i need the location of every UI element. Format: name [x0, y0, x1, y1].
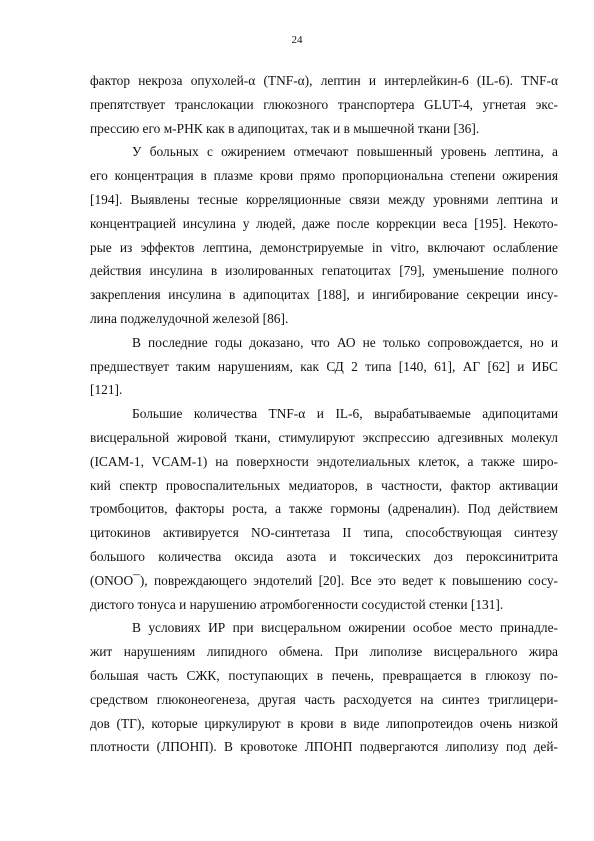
text-line: действия инсулина в изолированных гепатоцитах [79], уменьшение полного — [90, 263, 558, 279]
text-line: концентрацией инсулина у людей, даже после коррекции веса [195]. Некото- — [90, 215, 558, 231]
text-line: дов (ТГ), которые циркулируют в крови в виде липопротеидов очень низкой — [90, 715, 558, 731]
text-line: жит нарушениям липидного обмена. При липолизе висцерального жира — [90, 644, 558, 660]
text-line: тромбоцитов, факторы роста, а также гормоны (адреналин). Под действием — [90, 501, 558, 517]
text-line: препятствует транслокации глюкозного транспортера GLUT-4, угнетая экс- — [90, 96, 558, 112]
text-line: большого количества оксида азота и токсических доз пероксинитрита — [90, 548, 558, 564]
text-line: дистого тонуса и нарушению атромбогенности сосудистой стенки [131]. — [90, 596, 504, 612]
text-line: (ONOO¯), повреждающего эндотелий [20]. Все это ведет к повышению сосу- — [90, 572, 558, 588]
text-line: цитокинов активируется NO-синтетаза II типа, способствующая синтезу — [90, 525, 558, 541]
body-text — [90, 69, 558, 759]
text-line: лина поджелудочной железой [86]. — [90, 310, 289, 326]
text-line: средством глюконеогенеза, другая часть расходуется на синтез триглицери- — [90, 691, 558, 707]
text-line: В последние годы доказано, что АО не только сопровождается, но и — [132, 334, 558, 350]
text-line: [194]. Выявлены тесные корреляционные связи между уровнями лептина и — [90, 191, 558, 207]
text-line: В условиях ИР при висцеральном ожирении особое место принадле- — [132, 620, 558, 636]
text-line: Большие количества TNF-α и IL-6, вырабатываемые адипоцитами — [132, 406, 558, 422]
text-line: У больных с ожирением отмечают повышенный уровень лептина, а — [132, 144, 558, 160]
text-line: прессию его м-РНК как в адипоцитах, так и в мышечной ткани [36]. — [90, 120, 480, 136]
text-line: рые из эффектов лептина, демонстрируемые in vitro, включают ослабление — [90, 239, 558, 255]
text-line: плотности (ЛПОНП). В кровотоке ЛПОНП подвергаются липолизу под дей- — [90, 739, 558, 755]
text-line: висцеральной жировой ткани, стимулируют экспрессию адгезивных молекул — [90, 429, 558, 445]
text-line: большая часть СЖК, поступающих в печень, превращается в глюкозу по- — [90, 667, 558, 683]
text-line: предшествует таким нарушениям, как СД 2 типа [140, 61], АГ [62] и ИБС — [90, 358, 558, 374]
text-line: его концентрация в плазме крови прямо пропорциональна степени ожирения — [90, 168, 558, 184]
text-line: фактор некроза опухолей-α (TNF-α), лептин и интерлейкин-6 (IL-6). TNF-α — [90, 73, 558, 88]
text-line: закрепления инсулина в адипоцитах [188], и ингибирование секреции инсу- — [90, 287, 558, 303]
text-line: кий спектр провоспалительных медиаторов, в частности, фактор активации — [90, 477, 558, 493]
text-line: [121]. — [90, 382, 123, 398]
page-number: 24 — [291, 34, 303, 46]
text-line: (ICAM-1, VCAM-1) на поверхности эндотелиальных клеток, а также широ- — [90, 453, 558, 469]
